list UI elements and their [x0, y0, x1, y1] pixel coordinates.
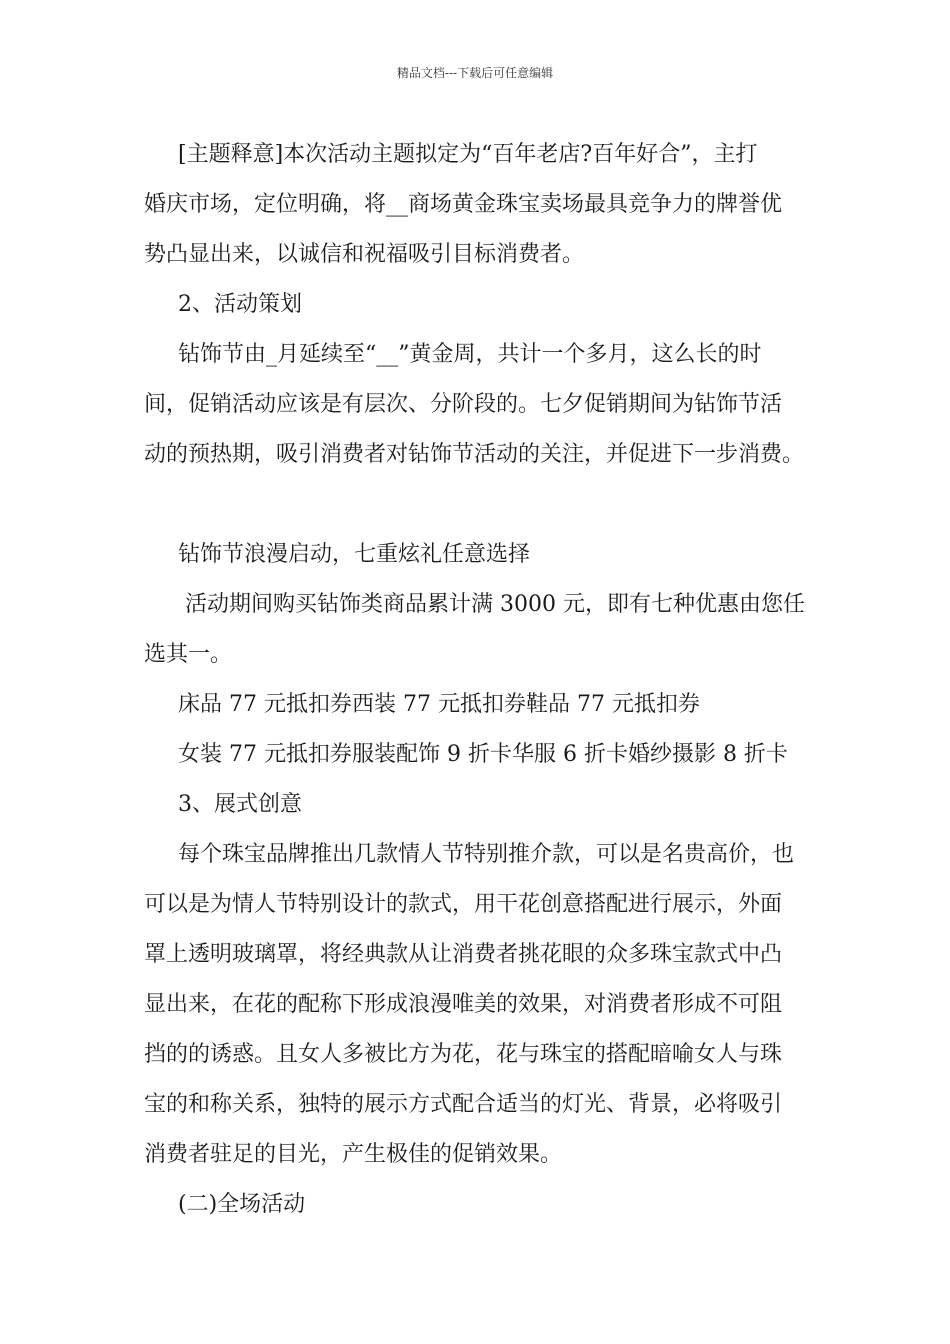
heading-display-idea: 3、展式创意: [178, 792, 302, 817]
blank-line: [144, 480, 824, 530]
document-body: [144, 130, 824, 1230]
heading-activity-plan: 2、活动策划: [178, 292, 302, 317]
page-header: 精品文档---下载后可任意编辑: [396, 66, 554, 80]
paragraph-plan: 钻饰节由_月延续至“__”黄金周，共计一个多月，这么长的时 间，促销活动应该是有层次、分阶段的。七夕促销期间为钻饰节活 动的预热期，吸引消费者对钻饰节活动的关注，并促进下一步消费。: [144, 342, 805, 467]
paragraph-offer: 活动期间购买钻饰类商品累计满 3000 元，即有七种优惠由您任 选其一。: [144, 592, 805, 667]
heading-store-wide: (二)全场活动: [178, 1192, 306, 1217]
paragraph-coupons-2: 女装 77 元抵扣券服装配饰 9 折卡华服 6 折卡婚纱摄影 8 折卡: [178, 742, 788, 767]
paragraph-theme: [主题释意]本次活动主题拟定为“百年老店?百年好合”，主打 婚庆市场，定位明确，将__商场黄金珠宝卖场最具竞争力的牌誉优 势凸显出来，以诚信和祝福吸引目标消费者。: [144, 142, 783, 267]
paragraph-launch: 钻饰节浪漫启动，七重炫礼任意选择: [178, 542, 531, 567]
paragraph-coupons-1: 床品 77 元抵扣券西装 77 元抵扣券鞋品 77 元抵扣券: [178, 692, 700, 717]
paragraph-display: 每个珠宝品牌推出几款情人节特别推介款，可以是名贵高价，也 可以是为情人节特别设计的款式，用干花创意搭配进行展示，外面 罩上透明玻璃罩，将经典款从让消费者挑花眼的众多珠宝款式中凸 显出来，在花的配称下形成浪漫唯美的效果，对消费者形成不可阻 挡的的诱惑。且女人多被比方为花，花与珠宝的搭配暗喻女人与珠 宝的和称关系，独特的展示方式配合适当的灯光、背景，必将吸引 消费者驻足的目光，产生极佳的促销效果。: [144, 842, 795, 1167]
